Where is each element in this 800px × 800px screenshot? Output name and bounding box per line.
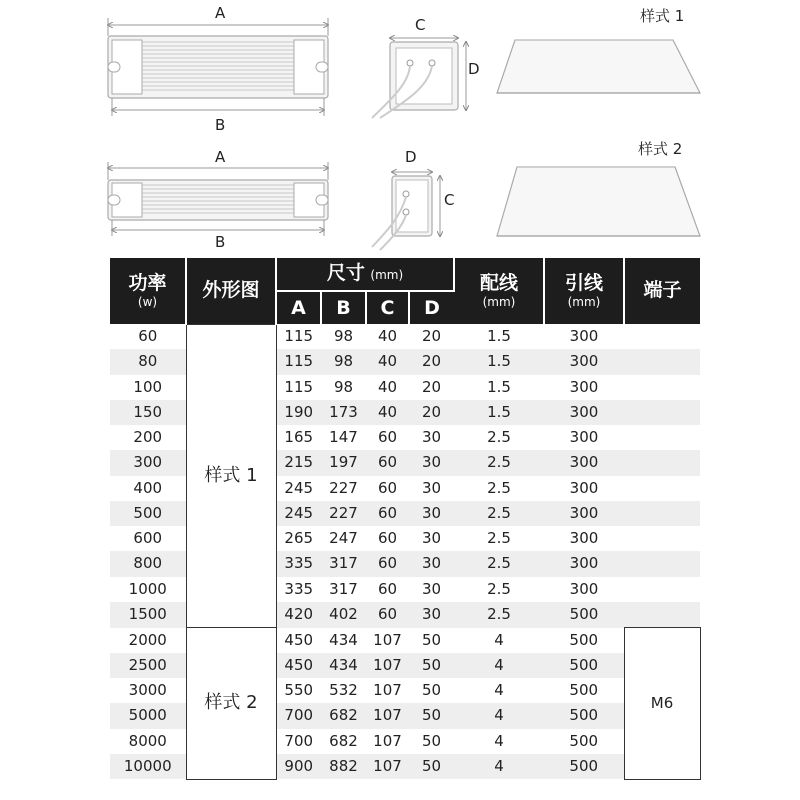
- cell-d: 30: [409, 501, 454, 526]
- cell-terminal-empty: [624, 349, 700, 374]
- cell-c: 107: [366, 703, 409, 728]
- cell-b: 682: [321, 703, 366, 728]
- style2-label: 样式 2: [638, 140, 683, 158]
- cell-d: 30: [421, 529, 442, 548]
- cell-wire: 4: [494, 731, 504, 750]
- cell-c: 60: [377, 478, 398, 497]
- cell-power: 1500: [110, 602, 186, 628]
- cell-power: 1000: [128, 579, 167, 598]
- cell-b: 98: [333, 327, 354, 346]
- cell-c: 107: [366, 754, 409, 779]
- cell-c: 107: [373, 731, 402, 750]
- cell-power: 600: [133, 529, 163, 548]
- cell-wire: 4: [494, 630, 504, 649]
- cell-b: 197: [321, 450, 366, 475]
- cell-lead: 500: [544, 754, 624, 779]
- cell-wire: 1.5: [487, 377, 511, 396]
- header-power: [110, 258, 186, 324]
- cell-a: 215: [276, 450, 321, 475]
- cell-wire: 4: [454, 653, 544, 678]
- cell-lead: 300: [569, 428, 599, 447]
- cell-wire: 1.5: [454, 349, 544, 374]
- cell-d: 50: [409, 653, 454, 678]
- cell-c: 60: [366, 501, 409, 526]
- cell-terminal-empty: [624, 526, 700, 551]
- cell-d: 30: [421, 579, 442, 598]
- style2-dim-d-label: D: [405, 148, 417, 166]
- cell-b: 434: [321, 653, 366, 678]
- style1-dim-d-label: D: [468, 60, 480, 78]
- cell-d: 50: [409, 754, 454, 779]
- style2-dim-b-label: B: [215, 233, 226, 251]
- cell-lead: 500: [569, 630, 599, 649]
- cell-d: 20: [409, 349, 454, 374]
- cell-b: 98: [333, 377, 354, 396]
- cell-c: 40: [366, 400, 409, 425]
- cell-power: 10000: [110, 754, 186, 779]
- header-size-b: B: [321, 291, 366, 324]
- cell-wire: 2.5: [487, 428, 511, 447]
- header-shape: [186, 258, 276, 324]
- cell-power: 3000: [128, 681, 167, 700]
- cell-b: 882: [321, 754, 366, 779]
- cell-power: 5000: [110, 703, 186, 728]
- cell-lead: 300: [569, 579, 599, 598]
- cell-d: 20: [421, 377, 442, 396]
- cell-lead: 500: [544, 653, 624, 678]
- cell-lead: 300: [544, 501, 624, 526]
- header-size-a: A: [276, 291, 321, 324]
- cell-b: 227: [321, 501, 366, 526]
- spec-table: [110, 258, 701, 780]
- cell-wire: 4: [454, 754, 544, 779]
- cell-d: 50: [421, 630, 442, 649]
- cell-wire: 1.5: [454, 400, 544, 425]
- cell-b: 247: [329, 529, 358, 548]
- cell-c: 40: [366, 349, 409, 374]
- cell-c: 60: [377, 428, 398, 447]
- cell-a: 165: [284, 428, 314, 447]
- cell-terminal-empty: [624, 551, 700, 576]
- header-terminal-label: 端子: [643, 279, 682, 302]
- cell-power: 8000: [128, 731, 167, 750]
- header-power-label: 功率: [128, 271, 167, 294]
- style2-dim-a-label: A: [215, 148, 226, 166]
- style2-dim-c-label: C: [444, 191, 455, 209]
- cell-d: 30: [421, 478, 442, 497]
- cell-a: 335: [276, 551, 321, 576]
- header-size-label: 尺寸: [326, 262, 365, 285]
- cell-b: 227: [329, 478, 358, 497]
- cell-lead: 500: [544, 602, 624, 628]
- header-wiring-unit: (mm): [482, 294, 516, 309]
- cell-terminal-empty: [624, 476, 700, 501]
- cell-d: 20: [421, 327, 442, 346]
- cell-c: 107: [366, 653, 409, 678]
- cell-d: 30: [409, 450, 454, 475]
- cell-b: 402: [321, 602, 366, 628]
- cell-c: 40: [377, 327, 398, 346]
- cell-wire: 2.5: [487, 529, 511, 548]
- style1-dim-c-label: C: [415, 16, 426, 34]
- cell-terminal-empty: [624, 375, 700, 400]
- cell-shape-style1: 样式 1: [186, 324, 276, 628]
- cell-wire: 2.5: [454, 602, 544, 628]
- cell-a: 265: [284, 529, 314, 548]
- cell-wire: 4: [454, 703, 544, 728]
- cell-b: 434: [329, 630, 358, 649]
- cell-terminal: M6: [624, 628, 700, 780]
- cell-d: 50: [421, 681, 442, 700]
- cell-a: 700: [284, 731, 314, 750]
- cell-power: 150: [110, 400, 186, 425]
- cell-power: 100: [133, 377, 163, 396]
- cell-b: 98: [321, 349, 366, 374]
- header-lead-label: 引线: [564, 271, 603, 294]
- cell-power: 2500: [110, 653, 186, 678]
- header-lead: [544, 258, 624, 324]
- cell-c: 107: [373, 681, 402, 700]
- cell-d: 20: [409, 400, 454, 425]
- cell-terminal-empty: [624, 602, 700, 628]
- cell-power: 2000: [128, 630, 167, 649]
- cell-a: 550: [284, 681, 314, 700]
- cell-power: 800: [110, 551, 186, 576]
- cell-b: 173: [321, 400, 366, 425]
- cell-power: 500: [110, 501, 186, 526]
- cell-a: 115: [284, 377, 314, 396]
- cell-a: 115: [276, 349, 321, 374]
- cell-b: 147: [329, 428, 358, 447]
- header-power-unit: (w): [137, 294, 158, 309]
- cell-b: 532: [329, 681, 358, 700]
- cell-b: 682: [329, 731, 358, 750]
- header-size-unit: (mm): [370, 268, 404, 283]
- header-size-d: D: [409, 291, 454, 324]
- style1-dim-b-label: B: [215, 116, 226, 134]
- cell-lead: 500: [569, 681, 599, 700]
- cell-b: 317: [329, 579, 358, 598]
- cell-c: 60: [366, 602, 409, 628]
- cell-d: 30: [421, 428, 442, 447]
- header-terminal: [624, 258, 700, 324]
- cell-a: 245: [284, 478, 314, 497]
- cell-wire: 4: [494, 681, 504, 700]
- style1-dim-a-label: A: [215, 4, 226, 22]
- cell-wire: 2.5: [487, 478, 511, 497]
- cell-lead: 300: [544, 349, 624, 374]
- cell-c: 107: [373, 630, 402, 649]
- cell-terminal-empty: [624, 450, 700, 475]
- cell-a: 115: [284, 327, 314, 346]
- cell-lead: 300: [544, 551, 624, 576]
- cell-lead: 300: [569, 327, 599, 346]
- style1-label: 样式 1: [640, 7, 685, 25]
- cell-a: 450: [276, 653, 321, 678]
- cell-wire: 1.5: [487, 327, 511, 346]
- cell-a: 900: [276, 754, 321, 779]
- cell-terminal-empty: [624, 425, 700, 450]
- cell-d: 30: [409, 602, 454, 628]
- cell-c: 60: [366, 551, 409, 576]
- style2-end-view: [370, 162, 480, 252]
- header-wiring-label: 配线: [479, 271, 518, 294]
- cell-b: 317: [321, 551, 366, 576]
- table-row: [110, 324, 700, 349]
- cell-c: 60: [366, 450, 409, 475]
- style1-perspective-view: [495, 35, 710, 105]
- cell-power: 200: [133, 428, 163, 447]
- cell-d: 30: [409, 551, 454, 576]
- cell-lead: 500: [544, 703, 624, 728]
- header-size: [276, 258, 454, 291]
- cell-a: 335: [284, 579, 314, 598]
- cell-terminal-empty: [624, 400, 700, 425]
- cell-terminal-empty: [624, 577, 700, 602]
- cell-power: 400: [133, 478, 163, 497]
- cell-lead: 500: [569, 731, 599, 750]
- cell-shape-style2: 样式 2: [186, 628, 276, 780]
- cell-wire: 2.5: [454, 501, 544, 526]
- header-size-c: C: [366, 291, 409, 324]
- cell-a: 190: [276, 400, 321, 425]
- cell-wire: 2.5: [454, 450, 544, 475]
- header-wiring: [454, 258, 544, 324]
- header-shape-label: 外形图: [202, 278, 260, 301]
- cell-a: 420: [276, 602, 321, 628]
- cell-lead: 300: [569, 529, 599, 548]
- cell-wire: 2.5: [487, 579, 511, 598]
- style2-perspective-view: [495, 162, 710, 242]
- cell-d: 50: [421, 731, 442, 750]
- cell-a: 700: [276, 703, 321, 728]
- cell-lead: 300: [569, 478, 599, 497]
- cell-power: 80: [110, 349, 186, 374]
- cell-d: 50: [409, 703, 454, 728]
- cell-power: 60: [138, 327, 158, 346]
- header-lead-unit: (mm): [567, 294, 601, 309]
- cell-terminal-empty: [624, 501, 700, 526]
- cell-c: 40: [377, 377, 398, 396]
- table-row: [110, 628, 700, 653]
- cell-power: 300: [110, 450, 186, 475]
- cell-lead: 300: [544, 450, 624, 475]
- cell-a: 450: [284, 630, 314, 649]
- cell-terminal-empty: [624, 324, 700, 349]
- cell-wire: 2.5: [454, 551, 544, 576]
- cell-c: 60: [377, 579, 398, 598]
- cell-a: 245: [276, 501, 321, 526]
- cell-lead: 300: [544, 400, 624, 425]
- cell-c: 60: [377, 529, 398, 548]
- cell-lead: 300: [569, 377, 599, 396]
